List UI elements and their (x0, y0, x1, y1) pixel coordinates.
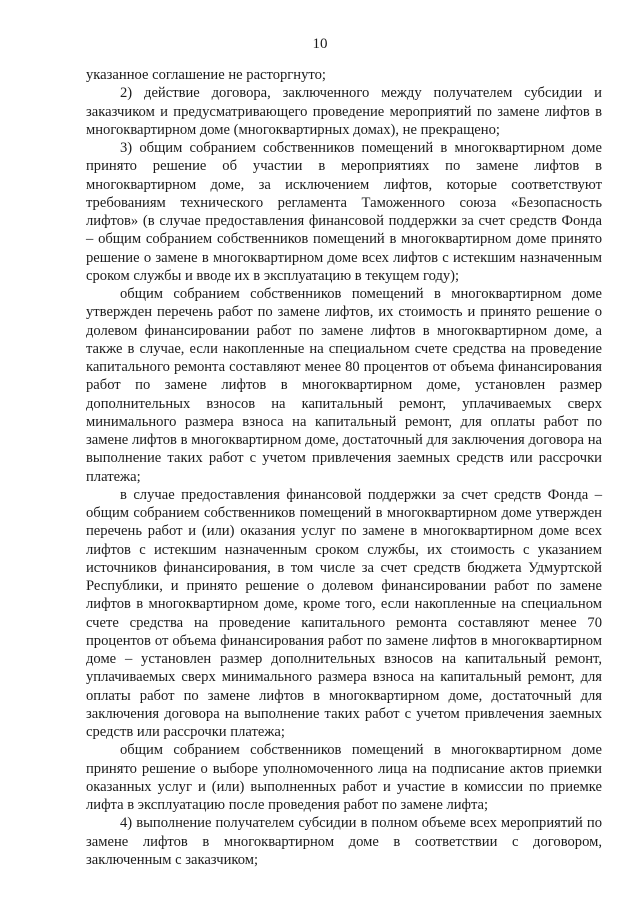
paragraph-condition-4: 4) выполнение получателем субсидии в полном объеме всех мероприятий по замене лифтов в многоквартирном доме в соответствии с договором, заключенным с заказчиком; (86, 815, 602, 868)
paragraph-authorized-person: общим собранием собственников помещений в многоквартирном доме принято решение о выборе уполномоченного лица на подписание актов приемки оказанных услуг и (или) выполненных работ и участие в комиссии по приемке лифта в эксплуатацию после проведения работ по замене лифта; (86, 742, 602, 813)
paragraph-condition-2: 2) действие договора, заключенного между получателем субсидии и заказчиком и предусматривающего проведение мероприятий по замене лифтов в многоквартирном доме (многоквартирных домах), не прекращено; (86, 85, 602, 138)
paragraph-works-list-approval: общим собранием собственников помещений в многоквартирном доме утвержден перечень работ по замене лифтов, их стоимость и принято решение о долевом финансировании работ по замене лифтов в многоквартирном доме, а также в случае, если накопленные на специальном счете средства на проведение капитального ремонта составляют менее 80 процентов от объема финансирования работ по замене лифтов в многоквартирном доме, установлен размер дополнительных взносов на капитальный ремонт, уплачиваемых сверх минимального размера взноса на капитальный ремонт, для оплаты работ по замене лифтов в многоквартирном доме, достаточный для заключения договора на выполнение таких работ с учетом привлечения заемных средств или рассрочки платежа; (86, 286, 602, 485)
page-number: 10 (312, 36, 328, 52)
paragraph-fund-support-case: в случае предоставления финансовой поддержки за счет средств Фонда – общим собранием собственников помещений в многоквартирном доме утвержден перечень работ и (или) оказания услуг по замене в многоквартирном доме всех лифтов с истекшим назначенным сроком службы, их стоимость с указанием источников финансирования, в том числе за счет средств бюджета Удмуртской Республики, и принято решение о долевом финансировании работ по замене лифтов в многоквартирном доме, кроме того, если накопленные на специальном счете средства на проведение капитального ремонта составляют менее 70 процентов от объема финансирования работ по замене лифтов в многоквартирном доме – установлен размер дополнительных взносов на капитальный ремонт, уплачиваемых сверх минимального размера взноса на капитальный ремонт, для оплаты работ по замене лифтов в многоквартирном доме, достаточный для заключения договора на выполнение таких работ с учетом привлечения заемных средств или рассрочки платежа; (86, 486, 602, 740)
document-body (86, 66, 602, 869)
paragraph-agreement-continuation: указанное соглашение не расторгнуто; (86, 67, 326, 83)
paragraph-condition-3: 3) общим собранием собственников помещений в многоквартирном доме принято решение об участии в мероприятиях по замене лифтов в многоквартирном доме, за исключением лифтов, которые соответствуют требованиям технического регламента Таможенного союза «Безопасность лифтов» (в случае предоставления финансовой поддержки за счет средств Фонда – общим собранием собственников помещений в многоквартирном доме принято решение о замене в многоквартирном доме всех лифтов с истекшим назначенным сроком службы и вводе их в эксплуатацию в текущем году); (86, 140, 602, 284)
